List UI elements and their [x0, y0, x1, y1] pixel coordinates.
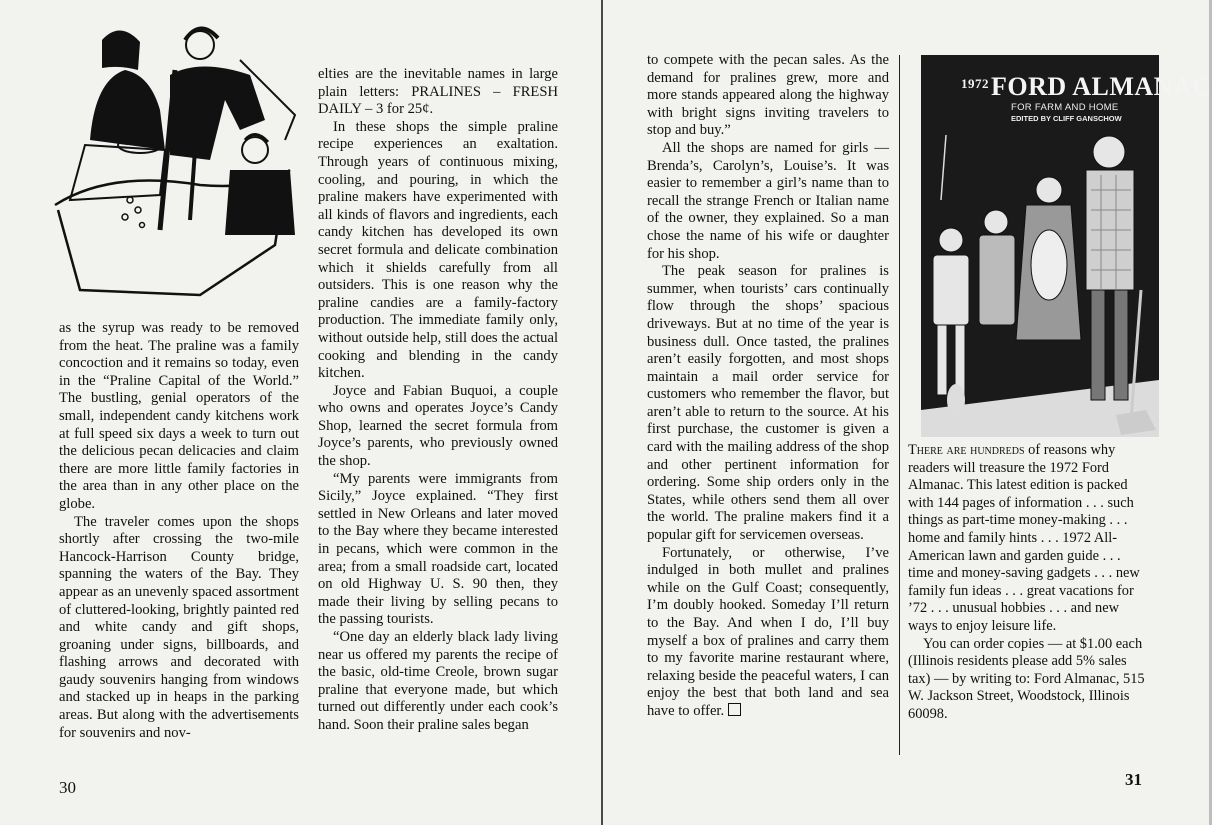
- column-rule: [899, 55, 900, 755]
- left-page-column-2: [318, 66, 558, 735]
- paragraph: elties are the inevitable names in large plain letters: PRALINES – FRESH DAILY – 3 for 25¢.: [318, 66, 558, 118]
- almanac-editor: EDITED BY CLIFF GANSCHOW: [1011, 114, 1122, 123]
- paragraph: You can order copies — at $1.00 each (Illinois residents please add 5% sales tax) — by writing to: Ford Almanac, 515 W. Jackson Street, Woodstock, Illinois 60098.: [908, 635, 1145, 722]
- almanac-ad-copy: [908, 442, 1148, 724]
- family-illustration: [921, 130, 1159, 437]
- paragraph-text: of reasons why readers will treasure the 1972 Ford Almanac. This latest edition is packed with 144 pages of information . . . such things as part-time money-making . . . home and family hints . . . 1972 All-American lawn and garden guide . . . time and money-saving gadgets . . . new family fun ideas . . . great vacations for ’72 . . . unusual hobbies . . . and new ways to enjoy leisure life.: [908, 442, 1140, 634]
- almanac-subtitle: FOR FARM AND HOME: [1011, 102, 1119, 113]
- paragraph: as the syrup was ready to be removed from the heat. The praline was a family concoction and it remains so today, even in the “Praline Capital of the World.” The bustling, genial operators of the small, independent candy kitchens work at full speed six days a week to turn out the delicious pecan delicacies and claim there are more little family factories in the area than in any other place on the globe.: [59, 320, 299, 512]
- paragraph: The traveler comes upon the shops shortly after crossing the two-mile Hancock-Harrison County bridge, spanning the waters of the Bay. They appear as an unevenly spaced assortment of cluttered-looking, brightly painted red and white candy and gift shops, groaning under signs, billboards, and flashing arrows and decorated with gaudy souvenirs hanging from windows and stacked up in heaps in the parking areas. But along with the advertisements for souvenirs and nov-: [59, 513, 299, 741]
- paragraph: In these shops the simple praline recipe experiences an exaltation. Through years of continuous mixing, cooling, and pouring, in which the praline makers have experimented with all kinds of flavors and ingredients, each candy kitchen has developed its own secret formula and delicate combination which it shields carefully from all outsiders. This is one reason why the praline candies are a family-factory production. The immediate family only, without outside help, still does the actual cooking and blending in the candy kitchen.: [318, 118, 558, 382]
- almanac-title-text: FORD ALMANAC: [991, 72, 1212, 101]
- paragraph: [647, 545, 889, 721]
- almanac-year: 1972: [961, 76, 989, 91]
- paragraph: to compete with the pecan sales. As the demand for pralines grew, more and more stands appeared along the highway with bright signs inviting travelers to stop and buy.”: [647, 52, 889, 139]
- paragraph: [908, 442, 1148, 636]
- paragraph-text: Fortunately, or otherwise, I’ve indulged in both mullet and pralines while on the Gulf Coast; consequently, I’m doubly hooked. Someday I’ll return to the Bay. And when I do, I’ll buy myself a box of pralines and carry them to my favorite marine restaurant where, relaxing beside the peaceful waters, I can enjoy the best that both land and sea have to offer.: [647, 544, 889, 719]
- praline-makers-illustration: [50, 20, 305, 310]
- paragraph: The peak season for pralines is summer, when tourists’ cars continually flow through the shops’ spacious driveways. But at no time of the year is business dull. Once tasted, the pralines aren’t easily forgotten, and most shops maintain a mail order service for customers who remember the flavor, but aren’t able to return to the source. At his first purchase, the customer is given a card with the mailing address of the shop and other pertinent information for ordering. Some ship orders only in the States, while others send them all over the world. The praline makers find it a popular gift for servicemen overseas.: [647, 263, 889, 544]
- paragraph: “One day an elderly black lady living near us offered my parents the recipe of the basic, old-time Creole, brown sugar praline that everyone made, but which turned out differently under each cook’s hand. Soon their praline sales began: [318, 629, 558, 733]
- paragraph: Joyce and Fabian Buquoi, a couple who owns and operates Joyce’s Candy Shop, learned the secret formula from Joyce’s parents, who previously owned the shop.: [318, 382, 558, 470]
- left-page: [0, 0, 601, 825]
- page-number: 31: [1125, 770, 1142, 789]
- almanac-cover-ad: [921, 55, 1212, 437]
- paragraph: All the shops are named for girls —Brenda’s, Carolyn’s, Louise’s. It was easier to remember a girl’s name than to recall the strange French or Italian name of the owner, they explained. So a man chose the name of his wife or daughter for his shop.: [647, 139, 889, 262]
- almanac-title: [961, 72, 1212, 102]
- end-of-article-mark: [728, 703, 741, 716]
- lead-in: There are hundreds: [908, 442, 1025, 458]
- page-number: 30: [59, 778, 76, 797]
- right-page-column-1: [647, 52, 889, 721]
- left-page-column-1: [59, 320, 299, 742]
- paragraph: “My parents were immigrants from Sicily,” Joyce explained. “They first settled in New Orleans and later moved to the Bay where they became interested in pecans, which were common in the area; from a small roadside cart, located on old Highway U. S. 90 then, they made their living by selling pecans to the passing tourists.: [318, 470, 558, 628]
